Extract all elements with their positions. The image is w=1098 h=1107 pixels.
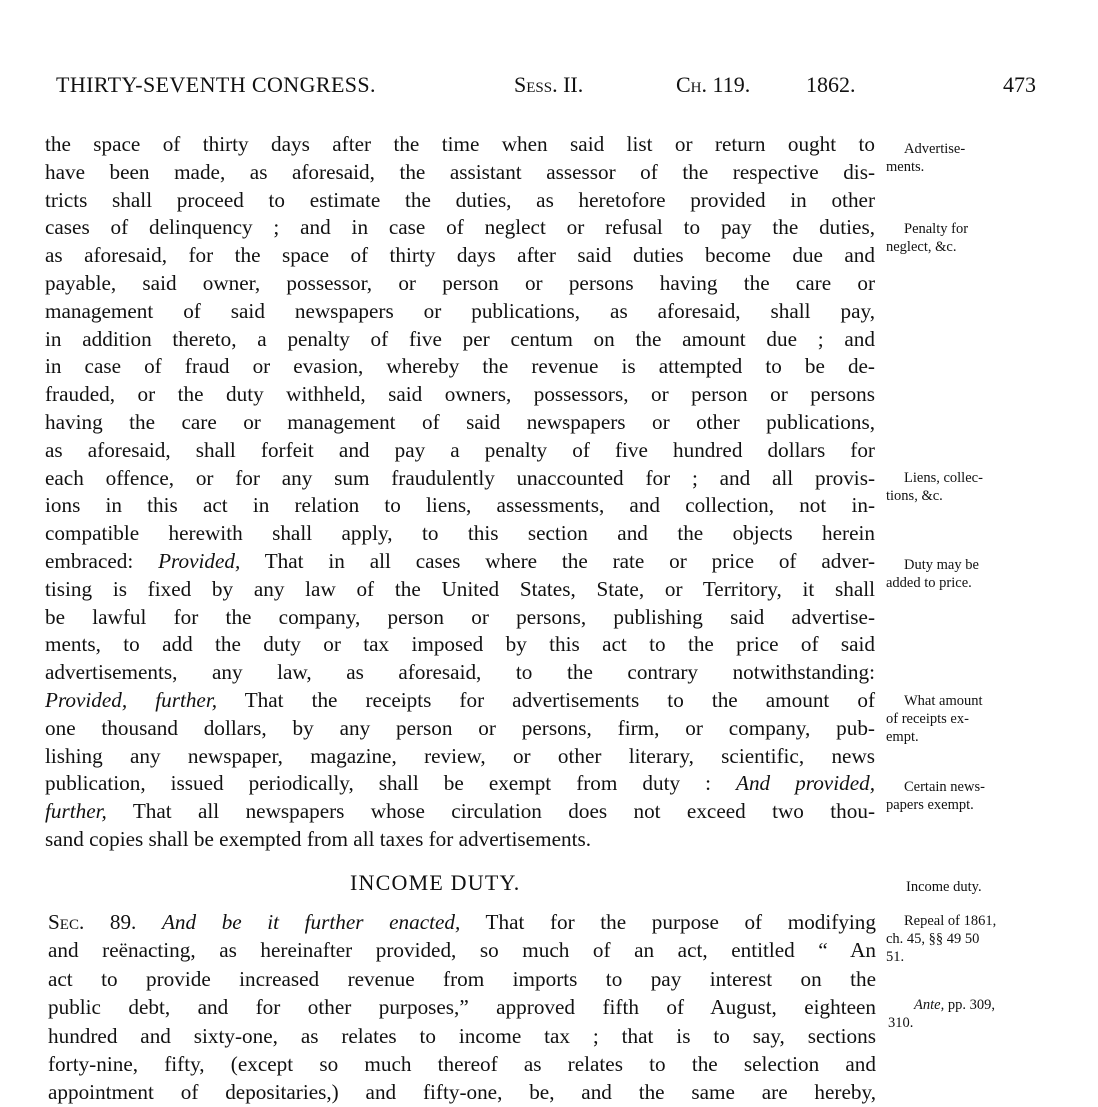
- running-header: [56, 72, 1036, 102]
- note-line: Duty may be: [904, 557, 979, 573]
- note-line: Repeal of 1861,: [904, 913, 997, 929]
- text-run: pp. 309,: [947, 997, 995, 1013]
- text-run: That the receipts for advertisements to the amount of: [244, 687, 875, 712]
- text-line: act to provide increased revenue from imports to pay interest on the: [48, 966, 876, 991]
- note-line: ments.: [886, 159, 925, 175]
- margin-note-penalty: [886, 220, 969, 256]
- italic-run: And be it further enacted,: [161, 910, 461, 934]
- text-line: be lawful for the company, person or persons, publishing said advertise-: [45, 604, 875, 629]
- margin-note-duty-price: [886, 556, 979, 592]
- note-line: Penalty for: [904, 221, 969, 237]
- session-label: Sess. II.: [514, 72, 584, 97]
- margin-note-income: [906, 878, 982, 896]
- text-line: cases of delinquency ; and in case of neglect or refusal to pay the duties,: [45, 215, 875, 240]
- note-line: ch. 45, §§ 49 50: [886, 931, 980, 947]
- note-line: What amount: [904, 693, 983, 709]
- congress-title: THIRTY-SEVENTH CONGRESS.: [56, 72, 376, 97]
- note-line: neglect, &c.: [886, 239, 957, 255]
- year-label: 1862.: [806, 72, 856, 97]
- text-line: management of said newspapers or publications, as aforesaid, shall pay,: [45, 298, 875, 323]
- text-line: one thousand dollars, by any person or persons, firm, or company, pub-: [45, 715, 875, 740]
- text-line: tricts shall proceed to estimate the duties, as heretofore provided in other: [45, 187, 875, 212]
- text-line: public debt, and for other purposes,” approved fifth of August, eighteen: [48, 995, 876, 1020]
- margin-note-receipts: [886, 692, 983, 746]
- section-89-paragraph: [48, 908, 876, 1107]
- text-line: forty-nine, fifty, (except so much thereof as relates to the selection and: [48, 1051, 876, 1076]
- text-run: publication, issued periodically, shall be exempt from duty :: [45, 771, 711, 796]
- note-line: of receipts ex-: [886, 711, 969, 727]
- text-line: [45, 548, 875, 576]
- section-heading: INCOME DUTY.: [350, 870, 521, 895]
- margin-note-advertisements: [886, 140, 966, 176]
- text-line: each offence, or for any sum fraudulently unaccounted for ; and all provis-: [45, 465, 875, 490]
- text-line: compatible herewith shall apply, to this section and the objects herein: [45, 521, 875, 546]
- italic-run: Ante,: [914, 997, 945, 1013]
- text-line: in case of fraud or evasion, whereby the revenue is attempted to be de-: [45, 354, 875, 379]
- body-paragraph: [45, 131, 875, 854]
- text-line: tising is fixed by any law of the United States, State, or Territory, it shall: [45, 576, 875, 601]
- text-line: as aforesaid, for the space of thirty days after said duties become due and: [45, 243, 875, 268]
- text-line: hundred and sixty-one, as relates to income tax ; that is to say, sections: [48, 1023, 876, 1048]
- text-run: That for the purpose of modifying: [485, 910, 876, 934]
- text-line: and reënacting, as hereinafter provided, so much of an act, entitled “ An: [48, 938, 876, 963]
- text-line: [45, 687, 875, 715]
- margin-note-ante: [888, 996, 995, 1032]
- text-line: ions in this act in relation to liens, assessments, and collection, not in-: [45, 493, 875, 518]
- text-run: That in all cases where the rate or price of adver-: [264, 548, 876, 573]
- text-line: in addition thereto, a penalty of five per centum on the amount due ; and: [45, 326, 875, 351]
- text-run: embraced:: [45, 548, 134, 573]
- margin-note-liens: [886, 469, 983, 505]
- italic-run: And provided,: [736, 771, 875, 796]
- note-line: empt.: [886, 729, 919, 745]
- text-line: sand copies shall be exempted from all taxes for advertisements.: [45, 826, 591, 851]
- note-line: 51.: [886, 949, 905, 965]
- note-line: Liens, collec-: [904, 470, 983, 486]
- italic-run: Provided,: [158, 548, 241, 573]
- margin-note-newspapers: [886, 778, 985, 814]
- text-line: appointment of depositaries,) and fifty-one, be, and the same are hereby,: [48, 1080, 876, 1105]
- text-line: having the care or management of said newspapers or other publications,: [45, 409, 875, 434]
- note-line: papers exempt.: [886, 797, 974, 813]
- italic-run: further,: [45, 799, 107, 824]
- text-run: That all newspapers whose circulation does not exceed two thou-: [132, 799, 875, 824]
- page-number: 473: [1003, 72, 1036, 97]
- text-line: [45, 770, 875, 798]
- section-number: Sec. 89.: [48, 910, 137, 934]
- note-line: Income duty.: [906, 879, 982, 895]
- text-line: [48, 908, 876, 936]
- text-line: advertisements, any law, as aforesaid, to the contrary notwithstanding:: [45, 660, 875, 685]
- note-line: added to price.: [886, 575, 972, 591]
- note-line: Advertise-: [904, 141, 966, 157]
- note-line: tions, &c.: [886, 488, 943, 504]
- text-line: frauded, or the duty withheld, said owners, possessors, or person or persons: [45, 382, 875, 407]
- text-line: have been made, as aforesaid, the assistant assessor of the respective dis-: [45, 159, 875, 184]
- note-line: Certain news-: [904, 779, 985, 795]
- margin-note-repeal: [886, 912, 997, 966]
- text-line: the space of thirty days after the time when said list or return ought to: [45, 132, 875, 156]
- text-line: as aforesaid, shall forfeit and pay a penalty of five hundred dollars for: [45, 437, 875, 462]
- italic-run: Provided, further,: [45, 687, 218, 712]
- chapter-label: Ch. 119.: [676, 72, 751, 97]
- text-line: payable, said owner, possessor, or person or persons having the care or: [45, 270, 875, 295]
- note-line: [914, 996, 995, 1014]
- text-line: [45, 798, 875, 826]
- text-line: ments, to add the duty or tax imposed by this act to the price of said: [45, 632, 875, 657]
- note-line: 310.: [888, 1015, 914, 1031]
- text-line: lishing any newspaper, magazine, review, or other literary, scientific, news: [45, 743, 875, 768]
